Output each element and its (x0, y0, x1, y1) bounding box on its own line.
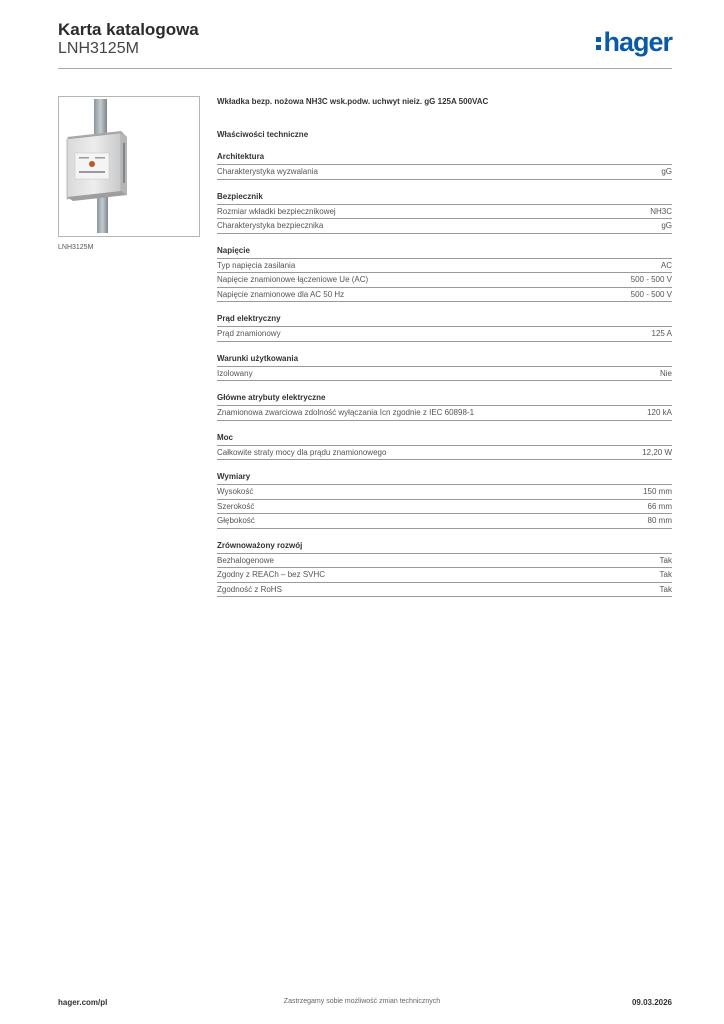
property-value: gG (661, 167, 672, 177)
property-row (217, 500, 672, 515)
section-title: Napięcie (217, 245, 672, 259)
property-section (217, 151, 672, 180)
property-section (217, 392, 672, 421)
footer-date: 09.03.2026 (631, 998, 672, 1007)
product-code: LNH3125M (58, 40, 139, 57)
property-row (217, 446, 672, 461)
property-value: Nie (659, 368, 672, 378)
property-value: 120 kA (647, 408, 672, 418)
technical-properties-heading: Właściwości techniczne (217, 130, 309, 139)
property-label: Zgodny z REACh – bez SVHC (217, 570, 326, 580)
property-row (217, 406, 672, 421)
property-row (217, 485, 672, 500)
property-row (217, 568, 672, 583)
section-title: Zrównoważony rozwój (217, 540, 672, 554)
fuse-illustration (59, 97, 199, 236)
property-section (217, 353, 672, 382)
property-value: 125 A (651, 329, 672, 339)
property-value: 150 mm (643, 487, 672, 497)
product-description: Wkładka bezp. nożowa NH3C wsk.podw. uchwyt nieiz. gG 125A 500VAC (217, 97, 489, 106)
image-caption: LNH3125M (58, 244, 94, 251)
property-label: Całkowite straty mocy dla prądu znamionowego (217, 447, 387, 457)
property-row (217, 165, 672, 180)
property-value: 12,20 W (642, 447, 672, 457)
section-title: Główne atrybuty elektryczne (217, 392, 672, 406)
property-label: Zgodność z RoHS (217, 584, 282, 594)
property-section (217, 540, 672, 598)
product-details (217, 96, 672, 597)
property-section (217, 245, 672, 303)
property-value: 500 - 500 V (630, 275, 672, 285)
property-row (217, 367, 672, 382)
property-row (217, 514, 672, 529)
property-value: Tak (659, 584, 672, 594)
header-divider (58, 68, 672, 69)
property-label: Bezhalogenowe (217, 555, 274, 565)
property-row (217, 288, 672, 303)
property-value: gG (661, 221, 672, 231)
property-section (217, 313, 672, 342)
hager-logo[interactable] (596, 27, 672, 57)
property-value: NH3C (650, 206, 672, 216)
property-row (217, 205, 672, 220)
property-value: AC (660, 260, 672, 270)
property-label: Prąd znamionowy (217, 329, 281, 339)
property-section (217, 191, 672, 234)
product-image (58, 96, 200, 237)
section-title: Architektura (217, 151, 672, 165)
section-title: Prąd elektryczny (217, 313, 672, 327)
property-label: Znamionowa zwarciowa zdolność wyłączania Icn zgodnie z IEC 60898-1 (217, 408, 475, 418)
property-label: Typ napięcia zasilania (217, 260, 296, 270)
property-row (217, 219, 672, 234)
property-row (217, 259, 672, 274)
logo-colon-mark (596, 32, 601, 52)
property-section (217, 471, 672, 529)
property-row (217, 273, 672, 288)
property-row (217, 554, 672, 569)
section-title: Wymiary (217, 471, 672, 485)
property-value: 500 - 500 V (630, 289, 672, 299)
property-label: Głębokość (217, 516, 255, 526)
footer-disclaimer: Zastrzegamy sobie możliwość zmian technicznych (283, 998, 441, 1005)
property-row (217, 583, 672, 598)
property-section (217, 432, 672, 461)
property-label: Napięcie znamionowe łączeniowe Ue (AC) (217, 275, 369, 285)
property-label: Szerokość (217, 501, 255, 511)
section-title: Bezpiecznik (217, 191, 672, 205)
property-value: 80 mm (647, 516, 672, 526)
logo-text: hager (603, 27, 672, 57)
property-label: Charakterystyka bezpiecznika (217, 221, 324, 231)
property-label: Charakterystyka wyzwalania (217, 167, 318, 177)
property-row (217, 327, 672, 342)
properties-sections (217, 151, 672, 597)
section-title: Moc (217, 432, 672, 446)
property-label: Wysokość (217, 487, 254, 497)
page-title: Karta katalogowa (58, 20, 199, 39)
property-label: Rozmiar wkładki bezpiecznikowej (217, 206, 336, 216)
property-label: Izolowany (217, 368, 253, 378)
property-value: Tak (659, 570, 672, 580)
property-value: 66 mm (647, 501, 672, 511)
section-title: Warunki użytkowania (217, 353, 672, 367)
footer-website-link[interactable]: hager.com/pl (58, 998, 108, 1007)
property-label: Napięcie znamionowe dla AC 50 Hz (217, 289, 345, 299)
property-value: Tak (659, 555, 672, 565)
